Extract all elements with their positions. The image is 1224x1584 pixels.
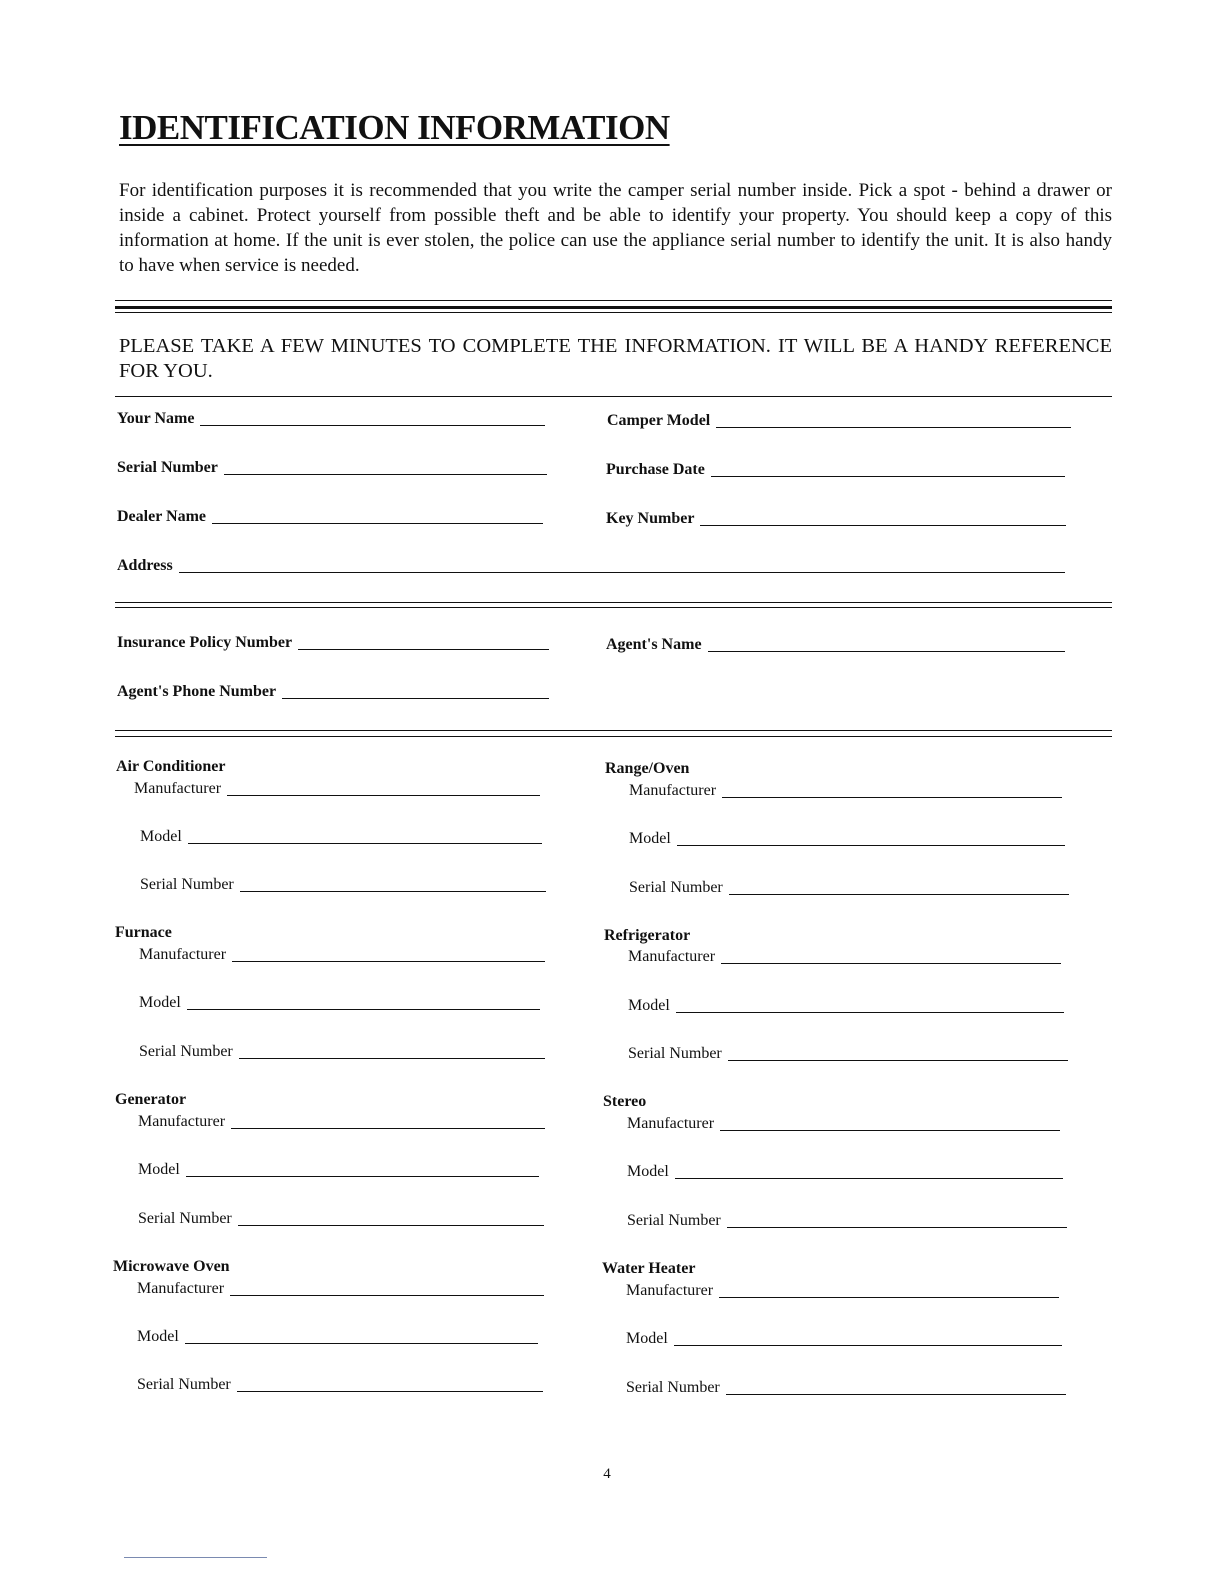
air-conditioner-serial-label: Serial Number: [140, 876, 234, 893]
range-oven-manufacturer-field[interactable]: [629, 782, 1062, 800]
generator-manufacturer-line[interactable]: [231, 1128, 545, 1129]
generator-serial-label: Serial Number: [138, 1210, 232, 1227]
insurance-policy-label: Insurance Policy Number: [117, 634, 293, 651]
air-conditioner-manufacturer-line[interactable]: [227, 795, 540, 796]
serial-number-label: Serial Number: [117, 459, 218, 476]
furnace-serial-field[interactable]: [139, 1043, 545, 1061]
generator-manufacturer-field[interactable]: [138, 1113, 545, 1131]
divider-insurance: [115, 730, 1112, 731]
key-number-field[interactable]: [606, 510, 1066, 528]
microwave-oven-serial-line[interactable]: [237, 1391, 543, 1392]
microwave-oven-manufacturer-field[interactable]: [137, 1280, 544, 1298]
furnace-model-line[interactable]: [187, 1009, 540, 1010]
water-heater-manufacturer-line[interactable]: [719, 1297, 1059, 1298]
stereo-serial-label: Serial Number: [627, 1212, 721, 1229]
agent-phone-field[interactable]: [117, 683, 549, 701]
serial-number-line[interactable]: [224, 474, 547, 475]
furnace-manufacturer-line[interactable]: [232, 961, 545, 962]
air-conditioner-serial-field[interactable]: [140, 876, 546, 894]
water-heater-manufacturer-label: Manufacturer: [626, 1282, 714, 1299]
purchase-date-field[interactable]: [606, 461, 1065, 479]
stereo-heading: Stereo: [603, 1093, 647, 1110]
microwave-oven-model-line[interactable]: [185, 1343, 538, 1344]
water-heater-model-field[interactable]: [626, 1330, 1062, 1348]
refrigerator-model-label: Model: [628, 997, 670, 1014]
air-conditioner-manufacturer-label: Manufacturer: [134, 780, 222, 797]
furnace-heading: Furnace: [115, 924, 172, 941]
insurance-policy-field[interactable]: [117, 634, 549, 652]
furnace-serial-line[interactable]: [239, 1058, 545, 1059]
generator-manufacturer-label: Manufacturer: [138, 1113, 226, 1130]
footer-line: [124, 1557, 267, 1558]
air-conditioner-model-line[interactable]: [188, 843, 542, 844]
address-label: Address: [117, 557, 173, 574]
furnace-model-field[interactable]: [139, 994, 540, 1012]
air-conditioner-model-field[interactable]: [140, 828, 542, 846]
furnace-serial-label: Serial Number: [139, 1043, 233, 1060]
stereo-serial-field[interactable]: [627, 1212, 1067, 1230]
address-line[interactable]: [179, 572, 1065, 573]
microwave-oven-model-label: Model: [137, 1328, 179, 1345]
generator-heading: Generator: [115, 1091, 187, 1108]
dealer-name-line[interactable]: [212, 523, 543, 524]
air-conditioner-model-label: Model: [140, 828, 182, 845]
generator-model-label: Model: [138, 1161, 180, 1178]
range-oven-model-line[interactable]: [677, 845, 1065, 846]
address-field[interactable]: [117, 557, 1065, 575]
stereo-manufacturer-line[interactable]: [720, 1130, 1060, 1131]
furnace-manufacturer-field[interactable]: [139, 946, 545, 964]
water-heater-serial-line[interactable]: [726, 1394, 1066, 1395]
refrigerator-serial-label: Serial Number: [628, 1045, 722, 1062]
insurance-policy-line[interactable]: [298, 649, 549, 650]
furnace-model-label: Model: [139, 994, 181, 1011]
water-heater-heading: Water Heater: [602, 1260, 696, 1277]
agent-phone-label: Agent's Phone Number: [117, 683, 277, 700]
intro-paragraph: For identification purposes it is recommended that you write the camper serial number inside. Pick a spot - behind a drawer or inside a cabinet. Protect yourself from possible theft and be able to identify your property. You should keep a copy of this information at home. If the unit is ever stolen, the police can use the appliance serial number to identify the unit. It is also handy to have when service is needed.: [119, 180, 1112, 276]
generator-model-field[interactable]: [138, 1161, 539, 1179]
microwave-oven-manufacturer-label: Manufacturer: [137, 1280, 225, 1297]
stereo-serial-line[interactable]: [727, 1227, 1067, 1228]
refrigerator-serial-field[interactable]: [628, 1045, 1068, 1063]
key-number-line[interactable]: [700, 525, 1066, 526]
generator-serial-line[interactable]: [238, 1225, 544, 1226]
divider-address: [115, 602, 1112, 603]
range-oven-serial-label: Serial Number: [629, 879, 723, 896]
range-oven-model-label: Model: [629, 830, 671, 847]
water-heater-model-line[interactable]: [674, 1345, 1062, 1346]
water-heater-serial-label: Serial Number: [626, 1379, 720, 1396]
agent-name-line[interactable]: [708, 651, 1065, 652]
refrigerator-model-field[interactable]: [628, 997, 1064, 1015]
camper-model-field[interactable]: [607, 412, 1071, 430]
page-title: IDENTIFICATION INFORMATION: [119, 108, 670, 147]
your-name-field[interactable]: [117, 410, 545, 428]
agent-name-field[interactable]: [606, 636, 1065, 654]
microwave-oven-serial-label: Serial Number: [137, 1376, 231, 1393]
notice-text: PLEASE TAKE A FEW MINUTES TO COMPLETE THE INFORMATION. IT WILL BE A HANDY REFERENCE FOR YOU.: [119, 335, 1112, 382]
furnace-manufacturer-label: Manufacturer: [139, 946, 227, 963]
key-number-label: Key Number: [606, 510, 695, 527]
refrigerator-manufacturer-label: Manufacturer: [628, 948, 716, 965]
range-oven-manufacturer-line[interactable]: [722, 797, 1062, 798]
water-heater-manufacturer-field[interactable]: [626, 1282, 1059, 1300]
stereo-manufacturer-field[interactable]: [627, 1115, 1060, 1133]
microwave-oven-serial-field[interactable]: [137, 1376, 543, 1394]
range-oven-manufacturer-label: Manufacturer: [629, 782, 717, 799]
microwave-oven-model-field[interactable]: [137, 1328, 538, 1346]
range-oven-serial-field[interactable]: [629, 879, 1069, 897]
range-oven-model-field[interactable]: [629, 830, 1065, 848]
divider-top-thin-2: [115, 312, 1112, 313]
divider-notice: [115, 396, 1112, 397]
your-name-label: Your Name: [117, 410, 195, 427]
stereo-model-line[interactable]: [675, 1178, 1063, 1179]
water-heater-model-label: Model: [626, 1330, 668, 1347]
divider-address-2: [115, 607, 1112, 608]
purchase-date-label: Purchase Date: [606, 461, 705, 478]
agent-phone-line[interactable]: [282, 698, 549, 699]
refrigerator-manufacturer-line[interactable]: [721, 963, 1061, 964]
water-heater-serial-field[interactable]: [626, 1379, 1066, 1397]
generator-model-line[interactable]: [186, 1176, 539, 1177]
microwave-oven-manufacturer-line[interactable]: [230, 1295, 544, 1296]
stereo-model-field[interactable]: [627, 1163, 1063, 1181]
range-oven-heading: Range/Oven: [605, 760, 690, 777]
serial-number-field[interactable]: [117, 459, 547, 477]
dealer-name-label: Dealer Name: [117, 508, 206, 525]
agent-name-label: Agent's Name: [606, 636, 702, 653]
refrigerator-heading: Refrigerator: [604, 927, 691, 944]
air-conditioner-manufacturer-field[interactable]: [134, 780, 540, 798]
divider-top-thin: [115, 300, 1112, 301]
divider-insurance-2: [115, 736, 1112, 737]
your-name-line[interactable]: [200, 425, 545, 426]
stereo-model-label: Model: [627, 1163, 669, 1180]
microwave-oven-heading: Microwave Oven: [113, 1258, 230, 1275]
generator-serial-field[interactable]: [138, 1210, 544, 1228]
stereo-manufacturer-label: Manufacturer: [627, 1115, 715, 1132]
camper-model-line[interactable]: [716, 427, 1071, 428]
purchase-date-line[interactable]: [711, 476, 1065, 477]
refrigerator-model-line[interactable]: [676, 1012, 1064, 1013]
page-number: 4: [603, 1466, 611, 1482]
refrigerator-serial-line[interactable]: [728, 1060, 1068, 1061]
range-oven-serial-line[interactable]: [729, 894, 1069, 895]
refrigerator-manufacturer-field[interactable]: [628, 948, 1061, 966]
divider-top-thick: [115, 306, 1112, 309]
camper-model-label: Camper Model: [607, 412, 711, 429]
dealer-name-field[interactable]: [117, 508, 543, 526]
air-conditioner-serial-line[interactable]: [240, 891, 546, 892]
air-conditioner-heading: Air Conditioner: [116, 758, 226, 775]
